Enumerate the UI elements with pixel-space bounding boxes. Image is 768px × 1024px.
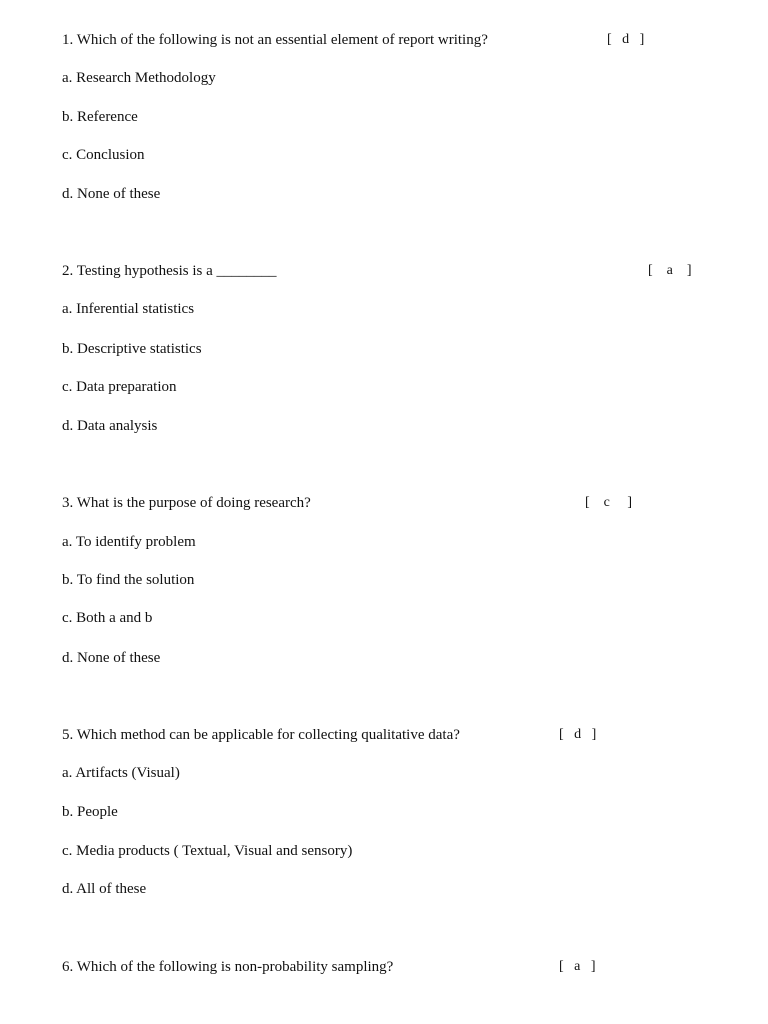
option-text: a. Research Methodology <box>62 70 216 86</box>
answer-key: [ a ] <box>648 263 692 278</box>
answer-key: [ d ] <box>559 727 597 742</box>
answer-key: [ a ] <box>559 959 596 974</box>
answer-key: [ c ] <box>585 495 633 510</box>
option-text: c. Conclusion <box>62 147 145 163</box>
option-text: b. To find the solution <box>62 572 195 588</box>
question-text: 2. Testing hypothesis is a ________ <box>62 263 277 279</box>
question-text: 3. What is the purpose of doing research? <box>62 495 311 511</box>
option-text: b. Descriptive statistics <box>62 341 202 357</box>
question-text: 1. Which of the following is not an essential element of report writing? <box>62 32 488 48</box>
option-text: d. None of these <box>62 186 161 202</box>
option-text: a. Artifacts (Visual) <box>62 765 180 781</box>
option-text: a. Inferential statistics <box>62 301 195 317</box>
option-text: d. Data analysis <box>62 418 158 434</box>
option-text: c. Media products ( Textual, Visual and sensory) <box>62 843 353 859</box>
option-text: c. Data preparation <box>62 379 177 395</box>
option-text: b. People <box>62 804 118 820</box>
answer-key: [ d ] <box>607 32 645 47</box>
option-text: c. Both a and b <box>62 610 153 626</box>
option-text: a. To identify problem <box>62 534 196 550</box>
option-text: b. Reference <box>62 109 138 125</box>
option-text: d. None of these <box>62 650 161 666</box>
question-text: 5. Which method can be applicable for collecting qualitative data? <box>62 727 460 743</box>
question-text: 6. Which of the following is non-probability sampling? <box>62 959 394 975</box>
option-text: d. All of these <box>62 881 147 897</box>
